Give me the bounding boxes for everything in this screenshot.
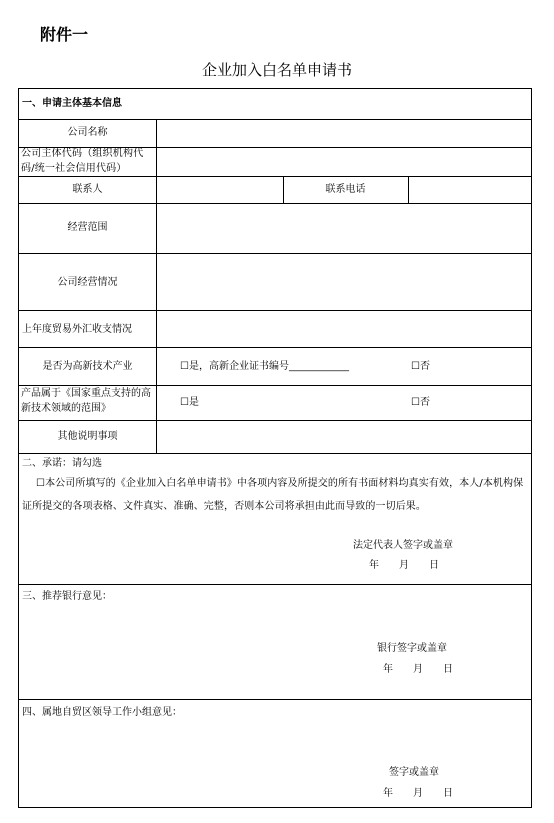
- legal-rep-signature: 法定代表人签字或盖章: [353, 540, 453, 551]
- row-divider: [19, 347, 531, 348]
- bank-signature: 银行签字或盖章: [377, 643, 447, 654]
- product-no-checkbox[interactable]: ☐否: [411, 397, 430, 408]
- leader-signature: 签字或盖章: [389, 767, 439, 778]
- fx-label: 上年度贸易外汇收支情况: [22, 324, 132, 335]
- operation-field[interactable]: [157, 254, 531, 310]
- application-form: [18, 88, 532, 808]
- commitment-statement[interactable]: ☐本公司所填写的《企业加入白名单申请书》中各项内容及所提交的所有书面材料均真实有效，本人/本机构保证所提交的各项表格、文件真实、准确、完整，否则本公司将承担由此而导致的一切后果。: [22, 478, 524, 512]
- other-label: 其他说明事项: [57, 431, 118, 442]
- product-yes-checkbox[interactable]: ☐是: [180, 397, 199, 408]
- section1-heading: 一、申请主体基本信息: [22, 98, 122, 109]
- contact-label: 联系人: [72, 184, 103, 195]
- phone-field[interactable]: [409, 177, 531, 203]
- row-divider: [19, 584, 531, 585]
- phone-label: 联系电话: [325, 184, 366, 195]
- row-divider: [19, 699, 531, 700]
- section3-date: 年 月 日: [383, 664, 453, 675]
- product-label: 产品属于《国家重点支持的高新技术领域的范围》: [21, 388, 151, 414]
- business-scope-field[interactable]: [157, 204, 531, 253]
- section2-date: 年 月 日: [369, 560, 439, 571]
- section4-heading: 四、属地自贸区领导工作小组意见：: [22, 707, 182, 718]
- form-title: 企业加入白名单申请书: [201, 61, 352, 79]
- company-code-label: 公司主体代码（组织机构代码/统一社会信用代码）: [21, 148, 144, 174]
- section2-heading: 二、承诺：请勾选: [22, 458, 102, 469]
- company-name-field[interactable]: [157, 120, 531, 147]
- operation-label: 公司经营情况: [57, 277, 118, 288]
- row-divider: [19, 385, 531, 386]
- contact-field[interactable]: [157, 177, 283, 203]
- hightech-yes-checkbox[interactable]: ☐是，高新企业证书编号____________: [180, 361, 349, 372]
- business-scope-label: 经营范围: [67, 222, 108, 233]
- fx-field[interactable]: [157, 311, 531, 347]
- section3-heading: 三、推荐银行意见：: [22, 591, 112, 602]
- section4-date: 年 月 日: [383, 788, 453, 799]
- company-code-field[interactable]: [157, 148, 531, 176]
- company-name-label: 公司名称: [67, 127, 108, 138]
- row-divider: [19, 453, 531, 454]
- hightech-label: 是否为高新技术产业: [42, 361, 133, 372]
- hightech-no-checkbox[interactable]: ☐否: [411, 361, 430, 372]
- other-field[interactable]: [157, 421, 531, 453]
- annex-label: 附件一: [40, 25, 89, 44]
